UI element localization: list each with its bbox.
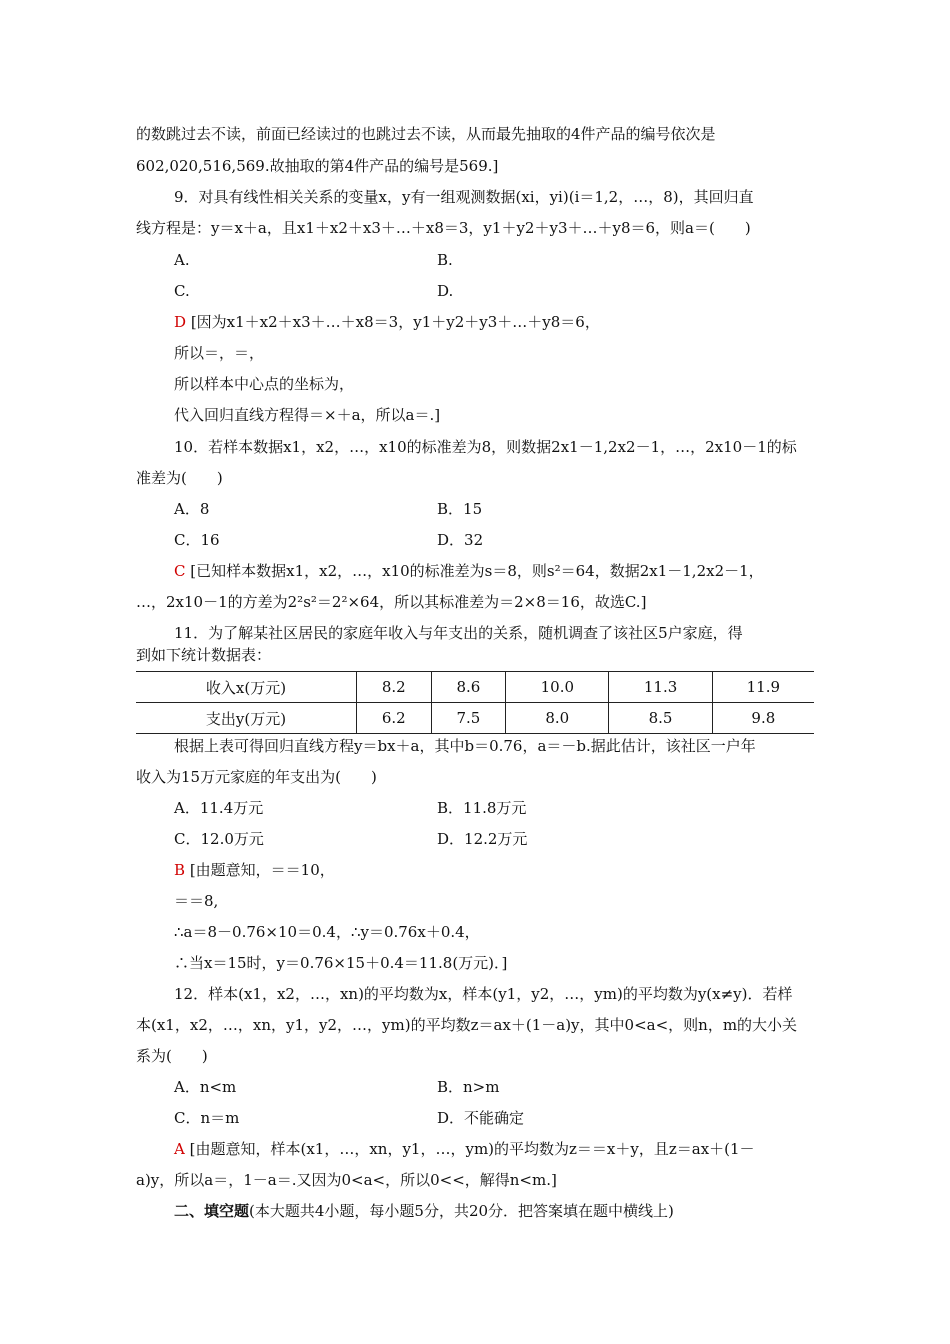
answer-11 [174,859,814,881]
answer-text: [因为x1＋x2＋x3＋…＋x8＝3，y1＋y2＋y3＋…＋y8＝6， [190,313,600,331]
option-a: A．11.4万元 [174,799,264,817]
option-row [174,1076,814,1098]
option-row [174,498,814,520]
text-line: 代入回归直线方程得＝×＋a，所以a＝.] [174,406,441,424]
option-b: B．11.8万元 [437,799,527,817]
option-c: C．n＝m [174,1109,240,1127]
option-row [174,797,814,819]
text-line: 准差为( ) [136,469,223,487]
option-b: B. [437,251,453,269]
section-title: 二、填空题 [174,1202,250,1220]
table-cell: 9.8 [712,703,814,734]
text-line: 本(x1，x2，…，xn，y1，y2，…，ym)的平均数z＝ax＋(1－a)y，其中0<a<，则n，m的大小关 [136,1016,798,1034]
answer-letter: B [174,861,186,879]
answer-10 [174,560,814,582]
table-cell: 6.2 [357,703,432,734]
answer-text: [由题意知，样本(x1，…，xn，y1，…，ym)的平均数为z＝＝x＋y，且z＝ax＋(1－ [189,1140,755,1158]
answer-text: [已知样本数据x1，x2，…，x10的标准差为s＝8，则s²＝64，数据2x1－1,2x2－1， [190,562,764,580]
section-note: (本大题共4小题，每小题5分，共20分．把答案填在题中横线上) [249,1202,674,1220]
text-line: 根据上表可得回归直线方程y＝bx＋a，其中b＝0.76，a＝－b.据此估计，该社区一户年 [174,737,756,755]
text-line: 收入为15万元家庭的年支出为( ) [136,768,377,786]
text-line: 的数跳过去不读，前面已经读过的也跳过去不读，从而最先抽取的4件产品的编号依次是 [136,125,716,143]
question-9: 9．对具有线性相关关系的变量x，y有一组观测数据(xi，yi)(i＝1,2，…，8)，其回归直 [174,188,754,206]
answer-12 [174,1138,814,1160]
table-row [136,703,814,734]
option-a: A. [174,251,190,269]
option-d: D．12.2万元 [437,830,528,848]
table-cell: 11.9 [712,672,814,703]
option-row [174,529,814,551]
option-a: A．8 [174,500,210,518]
option-row [174,280,814,302]
section-heading [174,1200,814,1222]
table-cell: 8.2 [357,672,432,703]
question-12: 12．样本(x1，x2，…，xn)的平均数为x，样本(y1，y2，…，ym)的平均数为y(x≠y)．若样 [174,985,793,1003]
text-line: 系为( ) [136,1047,208,1065]
option-d: D．32 [437,531,484,549]
text-line: ＝＝8, [174,892,219,910]
question-11: 11．为了解某社区居民的家庭年收入与年支出的关系，随机调查了该社区5户家庭，得 [174,624,743,642]
text-line: …，2x10－1的方差为2²s²＝2²×64，所以其标准差为＝2×8＝16，故选C.] [136,593,647,611]
answer-letter: C [174,562,186,580]
table-cell: 收入x(万元) [136,672,357,703]
answer-9 [174,311,814,333]
table-row [136,672,814,703]
option-c: C. [174,282,190,300]
table-cell: 支出y(万元) [136,703,357,734]
text-line: 所以样本中心点的坐标为， [174,375,355,393]
text-line: 602,020,516,569.故抽取的第4件产品的编号是569.] [136,157,499,175]
statistics-table [136,671,814,734]
table-cell: 8.5 [609,703,712,734]
text-line: 线方程是：y＝x＋a，且x1＋x2＋x3＋…＋x8＝3，y1＋y2＋y3＋…＋y8＝6，则a＝( ) [136,219,751,237]
option-b: B．15 [437,500,483,518]
answer-letter: A [174,1140,185,1158]
text-line: 到如下统计数据表： [136,646,272,664]
option-b: B．n>m [437,1078,500,1096]
answer-letter: D [174,313,187,331]
option-a: A．n<m [174,1078,237,1096]
option-c: C．16 [174,531,220,549]
table-cell: 8.6 [431,672,506,703]
text-line: 所以＝，＝， [174,344,265,362]
table-cell: 10.0 [506,672,609,703]
table-cell: 7.5 [431,703,506,734]
table-cell: 8.0 [506,703,609,734]
text-line: ∴a＝8－0.76×10＝0.4，∴y＝0.76x＋0.4， [174,923,480,941]
answer-text: [由题意知，＝＝10， [189,861,335,879]
option-d: D．不能确定 [437,1109,525,1127]
option-c: C．12.0万元 [174,830,264,848]
option-row [174,828,814,850]
table-cell: 11.3 [609,672,712,703]
text-line: a)y，所以a＝，1－a＝.又因为0<a<，所以0<<，解得n<m.] [136,1171,557,1189]
option-d: D. [437,282,454,300]
option-row [174,249,814,271]
question-10: 10．若样本数据x1，x2，…，x10的标准差为8，则数据2x1－1,2x2－1，…，2x10－1的标 [174,438,797,456]
text-line: ∴当x＝15时，y＝0.76×15＋0.4＝11.8(万元)．] [174,954,508,972]
option-row [174,1107,814,1129]
